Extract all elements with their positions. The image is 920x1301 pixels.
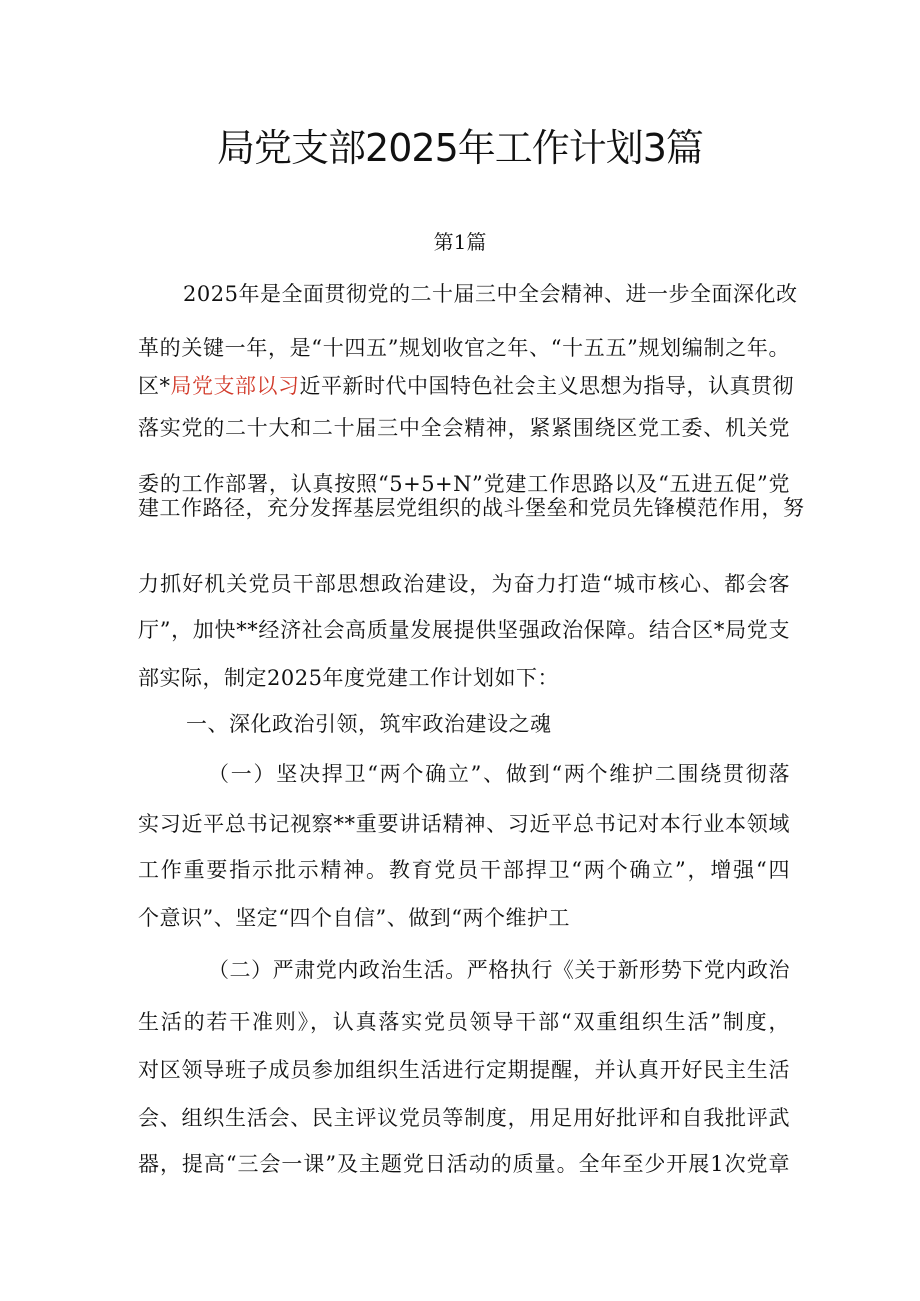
para1-line2: 革的关键一年，是“十四五”规划收官之年、“十五五”规划编制之年。 xyxy=(138,336,790,360)
para3-line4: 会、组织生活会、民主评议党员等制度，用足用好批评和自我批评武 xyxy=(138,1106,790,1130)
para2-line1: （一）坚决捍卫“两个确立”、做到“两个维护二围绕贯彻落 xyxy=(208,762,790,786)
para1-line3-pre: 区* xyxy=(138,374,171,398)
para1-line9: 部实际，制定2025年度党建工作计划如下： xyxy=(138,666,559,690)
para3-line1: （二）严肃党内政治生活。严格执行《关于新形势下党内政治 xyxy=(208,958,790,982)
para1-line7: 力抓好机关党员干部思想政治建设，为奋力打造“城市核心、都会客 xyxy=(138,572,790,596)
para1-line4: 落实党的二十大和二十届三中全会精神，紧紧围绕区党工委、机关党 xyxy=(138,416,790,440)
para3-line3: 对区领导班子成员参加组织生活进行定期提醒，并认真开好民主生活 xyxy=(138,1058,790,1082)
para1-line3-highlight: 局党支部以习 xyxy=(170,374,300,398)
para2-line3: 工作重要指示批示精神。教育党员干部捍卫“两个确立”，增强“四 xyxy=(138,858,790,882)
para1-line3-post: 近平新时代中国特色社会主义思想为指导，认真贯彻 xyxy=(299,374,794,398)
para2-line2: 实习近平总书记视察**重要讲话精神、习近平总书记对本行业本领域 xyxy=(138,812,790,836)
para2-line4: 个意识”、坚定“四个自信”、做到“两个维护工 xyxy=(138,906,570,930)
part-label: 第1篇 xyxy=(433,230,487,254)
para1-line8: 厅”，加快**经济社会高质量发展提供坚强政治保障。结合区*局党支 xyxy=(138,618,790,642)
para1-line5: 委的工作部署，认真按照“5+5+N”党建工作思路以及“五进五促”党 xyxy=(138,472,790,496)
document-title: 局党支部2025年工作计划3篇 xyxy=(217,126,703,170)
section-heading-1: 一、深化政治引领，筑牢政治建设之魂 xyxy=(186,712,552,736)
para1-line1: 2025年是全面贯彻党的二十届三中全会精神、进一步全面深化改 xyxy=(183,282,798,306)
para1-line6: 建工作路径，充分发挥基层党组织的战斗堡垒和党员先锋模范作用，努 xyxy=(138,496,805,520)
para3-line2: 生活的若干准则》，认真落实党员领导干部“双重组织生活”制度， xyxy=(138,1010,790,1034)
para3-line5: 器，提高“三会一课”及主题党日活动的质量。全年至少开展1次党章 xyxy=(138,1152,790,1176)
para1-line3 xyxy=(138,368,794,404)
